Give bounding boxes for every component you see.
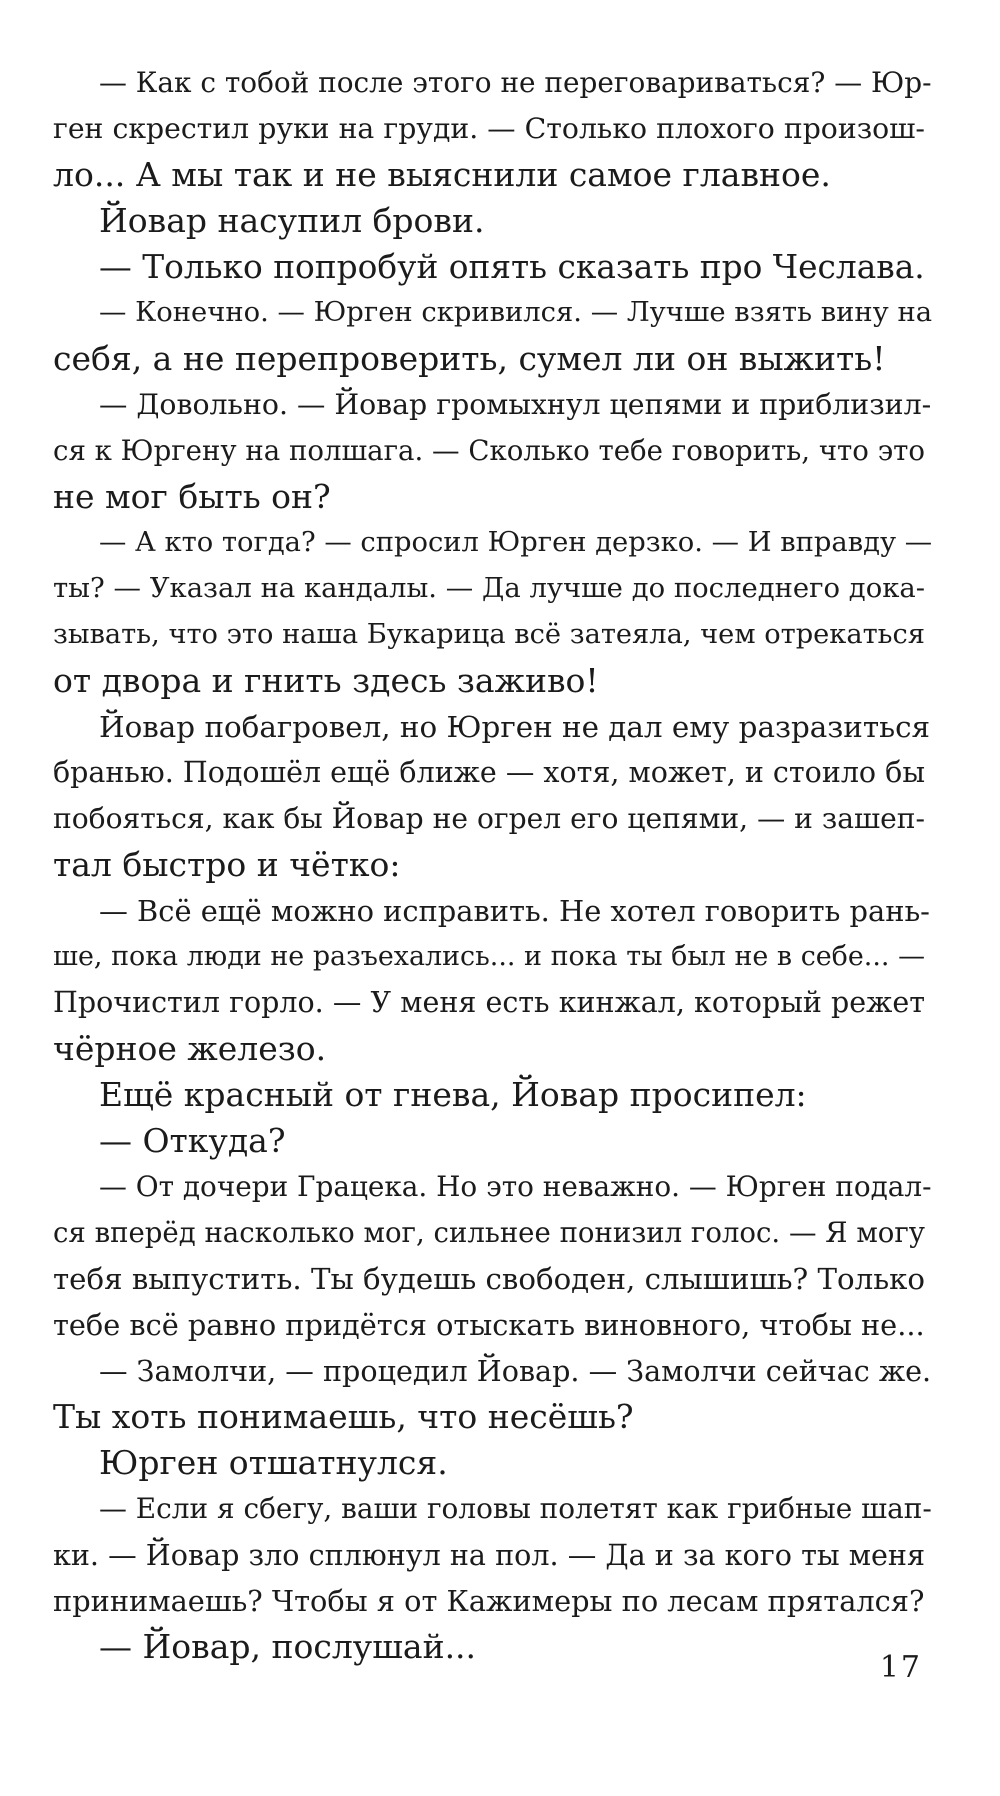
text-line: — От дочери Грацека. Но это неважно. — Юрген подал- [99,1170,932,1203]
text-line: Йовар побагровел, но Юрген не дал ему разразиться [99,710,931,744]
text-line: тебе всё равно придётся отыскать виновного, чтобы не... [53,1308,925,1342]
text-line: ты? — Указал на кандалы. — Да лучше до последнего дока- [53,573,925,604]
text-line: — Откуда? [99,1121,286,1160]
text-line: — Всё ещё можно исправить. Не хотел говорить рань- [99,894,930,928]
text-line: — Конечно. — Юрген скривился. — Лучше взять вину на [99,297,933,328]
text-line: — Только попробуй опять сказать про Чеслава. [99,248,925,286]
text-line: ки. — Йовар зло сплюнул на пол. — Да и за кого ты меня [53,1538,925,1572]
text-line: — А кто тогда? — спросил Юрген дерзко. — И вправду — [99,527,933,558]
text-line: ше, пока люди не разъехались... и пока ты был не в себе... — [53,941,925,972]
text-line: тебя выпустить. Ты будешь свободен, слышишь? Только [53,1262,925,1296]
text-line: Йовар насупил брови. [99,201,485,240]
text-line: Ты хоть понимаешь, что несёшь? [53,1397,634,1436]
body-text [53,60,933,1670]
text-line: Ещё красный от гнева, Йовар просипел: [99,1075,807,1114]
text-line: — Замолчи, — процедил Йовар. — Замолчи сейчас же. [99,1354,932,1388]
text-line: ся вперёд насколько мог, сильнее понизил голос. — Я могу [53,1217,925,1249]
text-line: чёрное железо. [53,1029,327,1068]
text-line: Прочистил горло. — У меня есть кинжал, который режет [53,986,925,1019]
text-line: от двора и гнить здесь заживо! [53,661,599,700]
text-line: зывать, что это наша Букарица всё затеяла, чем отрекаться [53,619,925,650]
text-line: ло... А мы так и не выяснили самое главное. [53,155,831,194]
page-number: 17 [879,1650,922,1685]
text-line: — Йовар, послушай... [99,1627,477,1666]
text-line: бранью. Подошёл ещё ближе — хотя, может, и стоило бы [53,756,925,789]
text-line: — Как с тобой после этого не переговариваться? — Юр- [99,66,932,99]
text-line: тал быстро и чётко: [53,845,401,884]
text-line: побояться, как бы Йовар не огрел его цепями, — и зашеп- [53,802,925,835]
text-line: — Если я сбегу, ваши головы полетят как грибные шап- [99,1492,932,1525]
text-line: принимаешь? Чтобы я от Кажимеры по лесам прятался? [53,1584,925,1618]
text-line: не мог быть он? [53,477,331,516]
text-line: — Довольно. — Йовар громыхнул цепями и приблизил- [99,388,932,421]
text-line: ся к Юргену на полшага. — Сколько тебе говорить, что это [53,434,925,467]
text-line: себя, а не перепроверить, сумел ли он выжить! [53,339,886,378]
text-line: ген скрестил руки на груди. — Столько плохого произош- [53,112,925,145]
text-line: Юрген отшатнулся. [99,1443,448,1482]
